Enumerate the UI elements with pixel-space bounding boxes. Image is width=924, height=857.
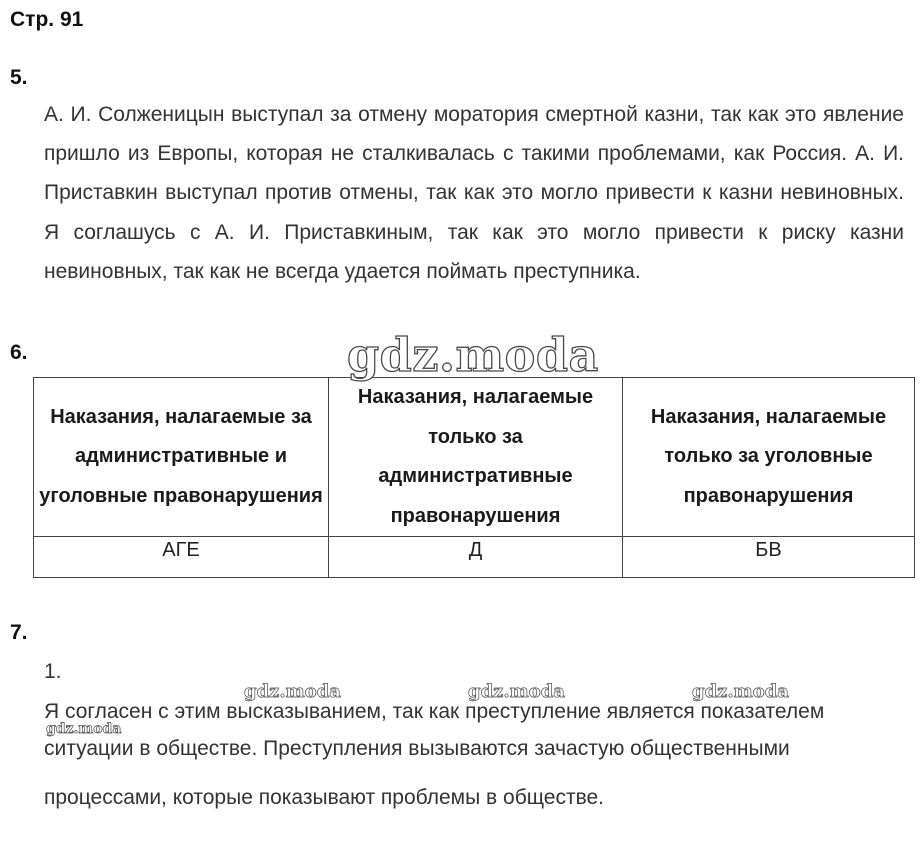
task-7-answer-line: Я согласен с этим высказыванием, так как преступление является показателем [44,700,825,723]
watermark-logo: gdz.moda [46,721,122,737]
watermark-logo: gdz.moda [468,681,565,702]
table-cell: БВ [623,537,915,578]
task-7-answer-line: ситуации в обществе. Преступления вызываются зачастую общественными [44,737,790,760]
task-7-number: 7. [10,621,28,644]
watermark-logo: gdz.moda [347,328,599,382]
table-header-cell: Наказания, налагаемые только за уголовные правонарушения [623,378,915,537]
table-header-cell: Наказания, налагаемые за административные и уголовные правонарушения [34,378,329,537]
table-header-row [34,378,915,537]
task-6-number: 6. [10,341,28,364]
table-cell: Д [329,537,623,578]
table-cell: АГЕ [34,537,329,578]
task-5-number: 5. [10,66,28,89]
table-header-cell: Наказания, налагаемые только за административные правонарушения [329,378,623,537]
watermark-logo: gdz.moda [244,681,341,702]
task-5-answer: А. И. Солженицын выступал за отмену моратория смертной казни, так как это явление пришло из Европы, которая не сталкивалась с такими проблемами, как Россия. А. И. Приставкин выступал против отмены, так как это могло привести к казни невиновных. Я соглашусь с А. И. Приставкиным, так как это могло привести к риску казни невиновных, так как не всегда удается поймать преступника. [44,103,904,283]
watermark-logo: gdz.moda [692,681,789,702]
task-7-sub-number: 1. [44,660,62,683]
page-label: Стр. 91 [10,8,84,31]
penalties-table [33,377,915,578]
task-7-answer-line: процессами, которые показывают проблемы в обществе. [44,786,604,809]
table-row [34,537,915,578]
